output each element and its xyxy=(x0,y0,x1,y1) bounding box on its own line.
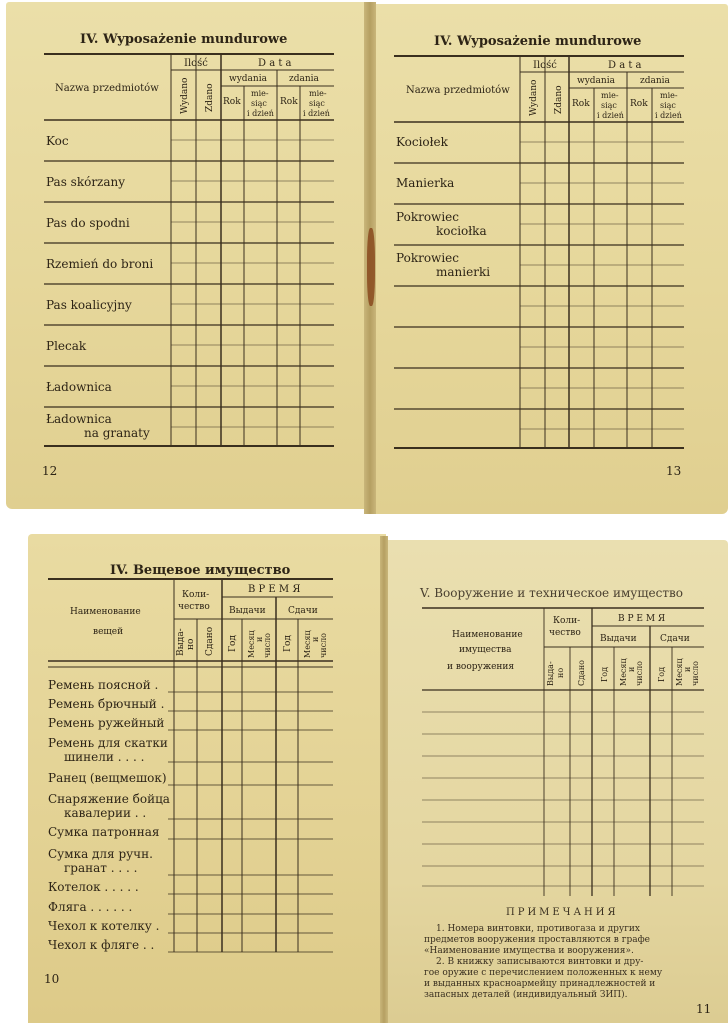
list-item: Koc xyxy=(46,134,69,148)
header-month: и xyxy=(311,636,320,642)
header-year: Rok xyxy=(280,97,298,107)
notes-line: и выданных красноармейцу принадлежностей и xyxy=(424,979,656,989)
header-time-return: Сдачи xyxy=(288,606,318,616)
header-name-col: Nazwa przedmiotów xyxy=(55,83,159,94)
header-date: D a t a xyxy=(608,60,642,71)
header-issued: Выда- xyxy=(176,628,186,656)
header-year: Год xyxy=(600,666,609,682)
header-name-col: Nazwa przedmiotów xyxy=(406,85,510,96)
header-name: Наименование xyxy=(70,607,141,617)
list-item: Plecak xyxy=(46,339,87,353)
list-item: manierki xyxy=(436,265,491,279)
list-item: Чехол к котелку . xyxy=(48,919,160,933)
header-name: Наименование xyxy=(452,630,523,640)
notes-line: предметов вооружения проставляются в графе xyxy=(424,935,650,945)
header-returned: Сдано xyxy=(205,626,215,656)
list-item: Manierka xyxy=(396,176,455,190)
header-month: число xyxy=(691,661,700,686)
list-item: Ранец (вещмешок) xyxy=(48,771,167,785)
bottom-booklet-spread xyxy=(0,530,728,1023)
list-item: Ремень ружейный xyxy=(48,716,165,730)
list-item: Pokrowiec xyxy=(396,251,459,265)
list-item: Ремень брючный . xyxy=(48,697,165,711)
header-month-day: i dzień xyxy=(597,111,624,120)
header-issued: Wydano xyxy=(180,77,190,114)
header-quantity: Коли- xyxy=(553,616,581,626)
header-year: Год xyxy=(657,666,666,682)
header-returned: Сдано xyxy=(577,660,586,686)
list-item: na granaty xyxy=(84,426,150,440)
header-month: и xyxy=(627,666,636,672)
list-item: Сумка для ручн. xyxy=(48,847,153,861)
header-quantity: Коли- xyxy=(182,590,210,600)
header-month-day: i dzień xyxy=(655,111,682,120)
header-month-day: siąc xyxy=(251,99,267,108)
header-returned: Zdano xyxy=(205,83,215,112)
list-item: гранат . . . . xyxy=(64,861,138,875)
notes-line: запасных деталей (индивидуальный ЗИП). xyxy=(424,990,628,1000)
header-quantity: Ilość xyxy=(533,60,557,71)
header-month-day: siąc xyxy=(309,99,325,108)
header-date: D a t a xyxy=(258,58,292,69)
page-number: 11 xyxy=(696,1002,712,1016)
header-issued: Wydano xyxy=(529,79,539,116)
page-number: 13 xyxy=(666,464,682,478)
page-title: IV. Wyposażenie mundurowe xyxy=(80,32,288,47)
page-number: 12 xyxy=(42,464,58,478)
header-month: Месяц xyxy=(675,658,684,686)
list-item: Ładownica xyxy=(46,412,112,426)
header-month-day: mie- xyxy=(660,91,678,100)
page-number: 10 xyxy=(44,972,60,986)
header-month-day: mie- xyxy=(251,89,269,98)
header-issued: Выда- xyxy=(546,661,555,686)
header-date-issue: wydania xyxy=(229,74,267,84)
header-month-day: mie- xyxy=(601,91,619,100)
header-date-issue: wydania xyxy=(577,76,615,86)
header-quantity: Ilość xyxy=(184,58,208,69)
header-issued: но xyxy=(556,667,565,678)
list-item: Чехол к фляге . . xyxy=(48,938,155,952)
header-year: Rok xyxy=(572,99,590,109)
header-time-issue: Выдачи xyxy=(229,606,266,616)
header-year: Год xyxy=(228,635,238,652)
header-month: и xyxy=(255,636,264,642)
notes-line: гое оружие с перечислением положенных к нему xyxy=(424,968,663,978)
list-item: Ремень поясной . xyxy=(48,678,159,692)
header-year: Rok xyxy=(223,97,241,107)
list-item: шинели . . . . xyxy=(64,750,145,764)
list-item: Ремень для скатки xyxy=(48,736,168,750)
header-year: Год xyxy=(283,635,293,652)
header-issued: но xyxy=(186,638,196,650)
list-item: Rzemień do broni xyxy=(46,257,154,271)
header-month-day: mie- xyxy=(309,89,327,98)
header-month: число xyxy=(263,633,272,658)
header-year: Rok xyxy=(630,99,648,109)
notes-line: 2. В книжку записываются винтовки и дру- xyxy=(436,957,644,967)
list-item: Pas do spodni xyxy=(46,216,130,230)
list-item: Сумка патронная xyxy=(48,825,160,839)
list-item: Котелок . . . . . xyxy=(48,880,139,894)
page-title: V. Вооружение и техническое имущество xyxy=(420,586,683,600)
header-month: Месяц xyxy=(303,630,312,658)
header-month-day: siąc xyxy=(601,101,617,110)
page-title: IV. Wyposażenie mundurowe xyxy=(434,34,642,49)
header-quantity: чество xyxy=(178,602,210,612)
header-name: и вооружения xyxy=(447,662,515,672)
header-month: число xyxy=(319,633,328,658)
list-item: Pas koalicyjny xyxy=(46,298,132,312)
header-date-return: zdania xyxy=(640,76,670,86)
list-item: Pas skórzany xyxy=(46,175,126,189)
header-month-day: i dzień xyxy=(303,109,330,118)
header-name: имущества xyxy=(459,645,512,655)
list-item: Фляга . . . . . . xyxy=(48,900,133,914)
page-title: IV. Вещевое имущество xyxy=(110,563,291,578)
list-item: Ładownica xyxy=(46,380,112,394)
list-item: Pokrowiec xyxy=(396,210,459,224)
notes-line: 1. Номера винтовки, противогаза и других xyxy=(436,924,641,934)
header-month-day: siąc xyxy=(660,101,676,110)
list-item: Снаряжение бойца xyxy=(48,792,170,806)
header-time: В Р Е М Я xyxy=(618,614,666,624)
list-item: Kociołek xyxy=(396,135,448,149)
header-time-issue: Выдачи xyxy=(600,634,637,644)
header-month: Месяц xyxy=(247,630,256,658)
header-name: вещей xyxy=(93,627,124,637)
list-item: kociołka xyxy=(436,224,487,238)
header-month: и xyxy=(683,666,692,672)
notes-line: «Наименование имущества и вооружения». xyxy=(424,946,634,956)
header-time-return: Сдачи xyxy=(660,634,690,644)
header-month-day: i dzień xyxy=(247,109,274,118)
notes-title: ПРИМЕЧАНИЯ xyxy=(506,907,619,918)
header-quantity: чество xyxy=(549,628,581,638)
header-month: Месяц xyxy=(619,658,628,686)
header-returned: Zdano xyxy=(554,85,564,114)
header-date-return: zdania xyxy=(289,74,319,84)
header-time: В Р Е М Я xyxy=(248,584,301,595)
list-item: кавалерии . . xyxy=(64,806,147,820)
header-month: число xyxy=(635,661,644,686)
